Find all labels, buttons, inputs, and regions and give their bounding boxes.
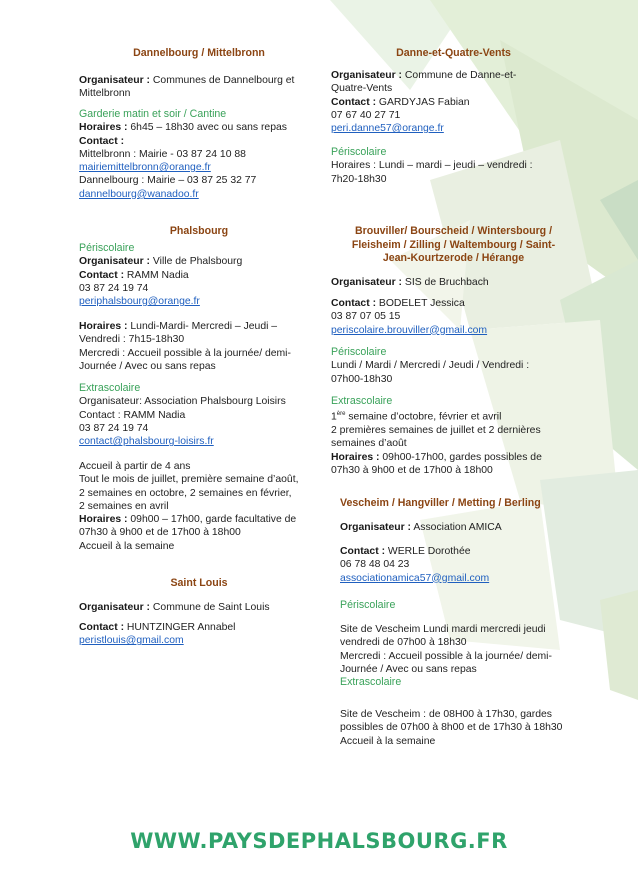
heading-danne: Danne-et-Quatre-Vents	[396, 47, 511, 59]
subheading-extrascolaire: Extrascolaire	[340, 676, 402, 689]
email-dannelbourg-link[interactable]: dannelbourg@wanadoo.fr	[79, 188, 199, 200]
email-peristlouis-link[interactable]: peristlouis@gmail.com	[79, 635, 184, 647]
heading-vescheim: Vescheim / Hangviller / Metting / Berling	[340, 497, 541, 509]
email-associationamica-link[interactable]: associationamica57@gmail.com	[340, 572, 490, 584]
heading-brouviller: Brouviller/ Bourscheid / Wintersbourg / Fleisheim / Zilling / Waltembourg / Saint- Jean-Kourtzerode / Hérange	[351, 225, 556, 264]
vescheim-contact: Contact : WERLE Dorothée 06 78 48 04 23 associationamica57@gmail.com	[340, 545, 576, 585]
dannelbourg-details: Garderie matin et soir / Cantine Horaires : 6h45 – 18h30 avec ou sans repas Contact : Mittelbronn : Mairie - 03 87 24 10 88 mairiemittelbronn@orange.fr Dannelbourg : Mairie – 03 87 25 32 77 dannelbourg@wanadoo.fr	[79, 108, 319, 201]
subheading-periscolaire: Périscolaire	[79, 242, 135, 254]
vescheim-organisateur: Organisateur : Association AMICA	[340, 522, 502, 533]
saintlouis-organisateur: Organisateur : Commune de Saint Louis	[79, 602, 270, 613]
vescheim-extrascolaire: Site de Vescheim : de 08H00 à 17h30, gardes possibles de 07h00 à 8h00 et de 17h30 à 18h30 Accueil à la semaine	[340, 709, 563, 747]
brouviller-organisateur: Organisateur : SIS de Bruchbach	[331, 277, 489, 288]
subheading-periscolaire: Périscolaire	[340, 599, 396, 611]
email-periphalsbourg-link[interactable]: periphalsbourg@orange.fr	[79, 296, 200, 308]
saintlouis-contact: Contact : HUNTZINGER Annabel peristlouis@gmail.com	[79, 621, 319, 648]
phalsbourg-extrascolaire: Extrascolaire Organisateur: Association Phalsbourg Loisirs Contact : RAMM Nadia 03 87 24 19 74 contact@phalsbourg-loisirs.fr	[79, 382, 319, 448]
heading-phalsbourg: Phalsbourg	[169, 225, 229, 237]
subheading-periscolaire: Périscolaire	[331, 146, 387, 158]
email-phalsbourg-loisirs-link[interactable]: contact@phalsbourg-loisirs.fr	[79, 436, 214, 448]
phalsbourg-extrascolaire-details: Accueil à partir de 4 ans Tout le mois de juillet, première semaine d’août, 2 semaines en octobre, 2 semaines en février, 2 semaines en avril Horaires : 09h00 – 17h00, garde facultative de 07h30 à 9h00 et de 17h00 à 18h00 Accueil à la semaine	[79, 461, 299, 552]
phalsbourg-periscolaire: Périscolaire Organisateur : Ville de Phalsbourg Contact : RAMM Nadia 03 87 24 19 74 periphalsbourg@orange.fr	[79, 242, 319, 308]
subheading-periscolaire: Périscolaire	[331, 346, 387, 358]
heading-dannelbourg: Dannelbourg / Mittelbronn	[133, 47, 265, 59]
brouviller-contact: Contact : BODELET Jessica 03 87 07 05 15 periscolaire.brouviller@gmail.com	[331, 297, 576, 337]
brouviller-extrascolaire: Extrascolaire 1ère semaine d’octobre, février et avril 2 premières semaines de juillet et 2 dernières semaines d’août Horaires : 09h00-17h00, gardes possibles de 07h30 à 9h00 et de 17h00 à 18h00	[331, 395, 576, 477]
danne-periscolaire: Périscolaire Horaires : Lundi – mardi – jeudi – vendredi : 7h20-18h30	[331, 146, 576, 186]
danne-details: Organisateur : Commune de Danne-et- Quatre-Vents Contact : GARDYJAS Fabian 07 67 40 27 71 peri.danne57@orange.fr	[331, 69, 576, 135]
vescheim-periscolaire-title	[340, 599, 576, 612]
phalsbourg-horaires: Horaires : Lundi-Mardi- Mercredi – Jeudi – Vendredi : 7h15-18h30 Mercredi : Accueil possible à la journée/ demi- Journée / Avec ou sans repas	[79, 321, 291, 372]
brouviller-periscolaire: Périscolaire Lundi / Mardi / Mercredi / Jeudi / Vendredi : 07h00-18h30	[331, 346, 576, 386]
vescheim-periscolaire: Site de Vescheim Lundi mardi mercredi jeudi vendredi de 07h00 à 18h30 Mercredi : Accueil possible à la journée/ demi- Journée / Avec ou sans repas Extrascolaire	[340, 623, 576, 689]
heading-saint-louis: Saint Louis	[170, 577, 228, 589]
email-mittelbronn-link[interactable]: mairiemittelbronn@orange.fr	[79, 162, 211, 174]
email-peri-danne-link[interactable]: peri.danne57@orange.fr	[331, 123, 444, 135]
email-periscolaire-brouviller-link[interactable]: periscolaire.brouviller@gmail.com	[331, 324, 488, 336]
subheading-garderie: Garderie matin et soir / Cantine	[79, 108, 227, 120]
subheading-extrascolaire: Extrascolaire	[79, 382, 141, 394]
footer-website-url[interactable]: WWW.PAYSDEPHALSBOURG.FR	[130, 829, 508, 853]
dannelbourg-organisateur: Organisateur : Communes de Dannelbourg et Mittelbronn	[79, 75, 295, 100]
subheading-extrascolaire: Extrascolaire	[331, 395, 393, 407]
